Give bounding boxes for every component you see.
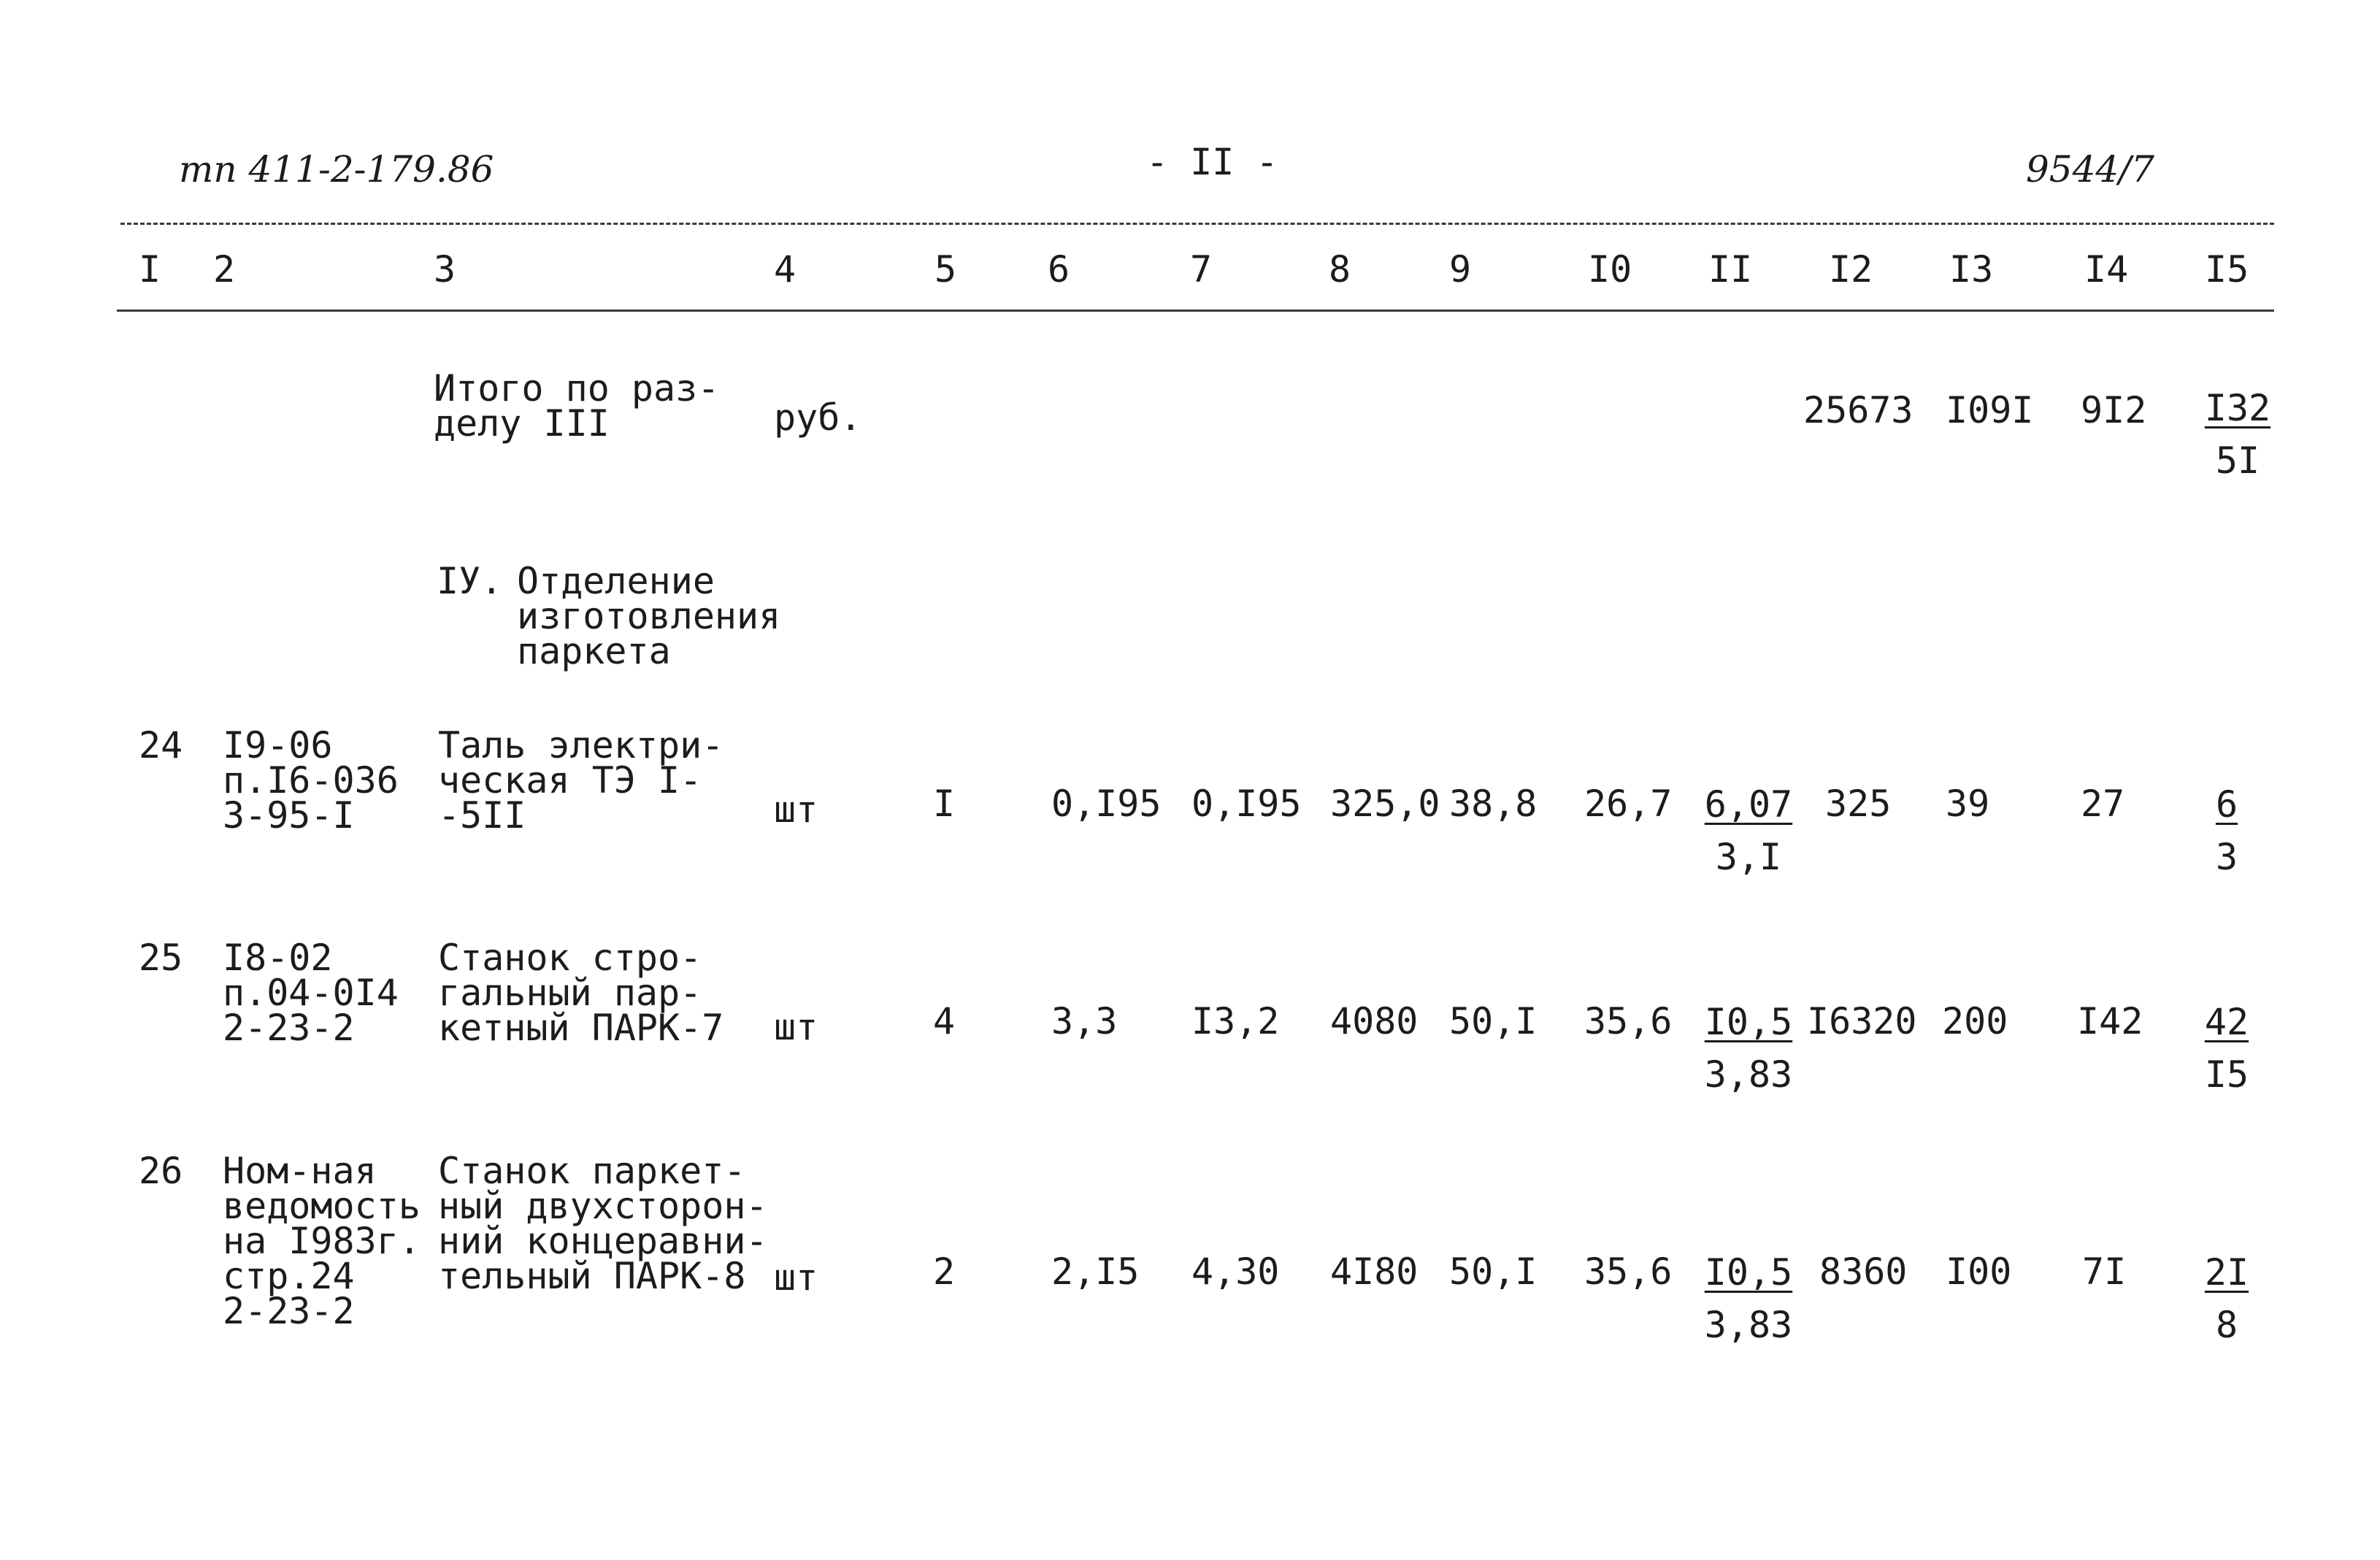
column-header-10: I0: [1588, 248, 1632, 291]
column-header-14: I4: [2084, 248, 2129, 291]
row-26-col8: 4I80: [1330, 1250, 1419, 1293]
row-25-col11-numerator: I0,5: [1704, 1001, 1793, 1043]
column-header-8: 8: [1329, 248, 1351, 291]
row-25-name: Станок стро- гальный пар- кетный ПАРК-7: [438, 937, 724, 1049]
row-26-col10: 35,6: [1584, 1250, 1673, 1293]
total-row-col15: [2197, 387, 2278, 482]
row-24-col7: 0,I95: [1191, 783, 1302, 825]
row-26-col13: I00: [1946, 1250, 2012, 1293]
row-25-unit: шт: [774, 1006, 818, 1048]
total-row-label: Итого по раз- делу III: [434, 367, 720, 445]
row-26-unit: шт: [774, 1256, 818, 1299]
row-26-reference: Ном-ная ведомость на I983г. стр.24 2-23-2: [223, 1150, 421, 1332]
row-24-name: Таль электри- ческая ТЭ I- -5II: [438, 724, 724, 837]
column-header-3: 3: [434, 248, 456, 291]
inventory-number: 9544/7: [2026, 148, 2154, 191]
column-header-11: II: [1708, 248, 1753, 291]
row-24-col10: 26,7: [1584, 783, 1673, 825]
row-24-col13: 39: [1946, 783, 1990, 825]
column-header-13: I3: [1949, 248, 1994, 291]
row-26-col15-denominator: 8: [2215, 1304, 2238, 1346]
column-header-1: I: [139, 248, 161, 291]
row-26-col11-denominator: 3,83: [1704, 1304, 1793, 1346]
row-24-col11-denominator: 3,I: [1715, 836, 1782, 878]
row-26-col7: 4,30: [1191, 1250, 1280, 1293]
column-header-2: 2: [213, 248, 236, 291]
column-header-6: 6: [1048, 248, 1070, 291]
row-26-number: 26: [139, 1150, 183, 1192]
row-24-col8: 325,0: [1330, 783, 1440, 825]
column-header-15: I5: [2205, 248, 2249, 291]
row-25-col11-denominator: 3,83: [1704, 1053, 1793, 1096]
row-24-col15-numerator: 6: [2215, 783, 2238, 826]
row-26-col11-numerator: I0,5: [1704, 1251, 1793, 1294]
column-header-9: 9: [1449, 248, 1472, 291]
row-25-col12: I6320: [1807, 1000, 1917, 1042]
row-25-col7: I3,2: [1191, 1000, 1280, 1042]
row-24-col11: [1694, 783, 1803, 878]
section-number: IУ.: [437, 560, 503, 602]
section-title: Отделение изготовления паркета: [517, 560, 781, 672]
row-26-col15: [2187, 1251, 2267, 1346]
total-row-unit: руб.: [774, 396, 862, 439]
row-26-col14: 7I: [2082, 1250, 2127, 1293]
total-row-col15-numerator: I32: [2204, 387, 2271, 429]
row-25-col15-numerator: 42: [2204, 1001, 2249, 1043]
row-26-col15-numerator: 2I: [2204, 1251, 2249, 1294]
header-top-rule: [120, 223, 2274, 225]
total-row-col15-denominator: 5I: [2215, 439, 2260, 482]
row-24-col9: 38,8: [1449, 783, 1538, 825]
page-number: - II -: [1146, 141, 1278, 183]
column-header-5: 5: [934, 248, 957, 291]
total-row-col13: I09I: [1946, 389, 2034, 431]
row-24-col12: 325: [1825, 783, 1892, 825]
row-24-number: 24: [139, 724, 183, 766]
row-25-col9: 50,I: [1449, 1000, 1538, 1042]
row-24-reference: I9-06 п.I6-036 3-95-I: [223, 724, 399, 837]
row-24-col15-denominator: 3: [2215, 836, 2238, 878]
column-header-4: 4: [774, 248, 796, 291]
row-25-col14: I42: [2077, 1000, 2143, 1042]
row-25-number: 25: [139, 937, 183, 979]
row-25-col11: [1694, 1001, 1803, 1096]
row-24-col6: 0,I95: [1051, 783, 1162, 825]
row-24-col14: 27: [2081, 783, 2125, 825]
row-26-col6: 2,I5: [1051, 1250, 1140, 1293]
row-24-col11-numerator: 6,07: [1704, 783, 1793, 826]
row-26-col11: [1694, 1251, 1803, 1346]
row-26-col9: 50,I: [1449, 1250, 1538, 1293]
document-code: тп 411-2-179.86: [179, 148, 494, 191]
row-25-col6: 3,3: [1051, 1000, 1118, 1042]
row-25-col8: 4080: [1330, 1000, 1419, 1042]
row-25-col10: 35,6: [1584, 1000, 1673, 1042]
row-25-reference: I8-02 п.04-0I4 2-23-2: [223, 937, 399, 1049]
row-24-col5: I: [933, 783, 956, 825]
column-header-12: I2: [1829, 248, 1873, 291]
total-row-col14: 9I2: [2081, 389, 2147, 431]
row-24-unit: шт: [774, 788, 818, 831]
row-25-col15-denominator: I5: [2204, 1053, 2249, 1096]
column-header-7: 7: [1190, 248, 1213, 291]
header-bottom-rule: [117, 310, 2274, 312]
row-25-col13: 200: [1942, 1000, 2008, 1042]
row-25-col15: [2187, 1001, 2267, 1096]
row-24-col15: [2187, 783, 2267, 878]
row-26-col5: 2: [933, 1250, 956, 1293]
row-26-col12: 8360: [1819, 1250, 1908, 1293]
row-25-col5: 4: [933, 1000, 956, 1042]
row-26-name: Станок паркет- ный двухсторон- ний концеравни- тельный ПАРК-8: [438, 1150, 768, 1297]
total-row-col12: 25673: [1803, 389, 1913, 431]
